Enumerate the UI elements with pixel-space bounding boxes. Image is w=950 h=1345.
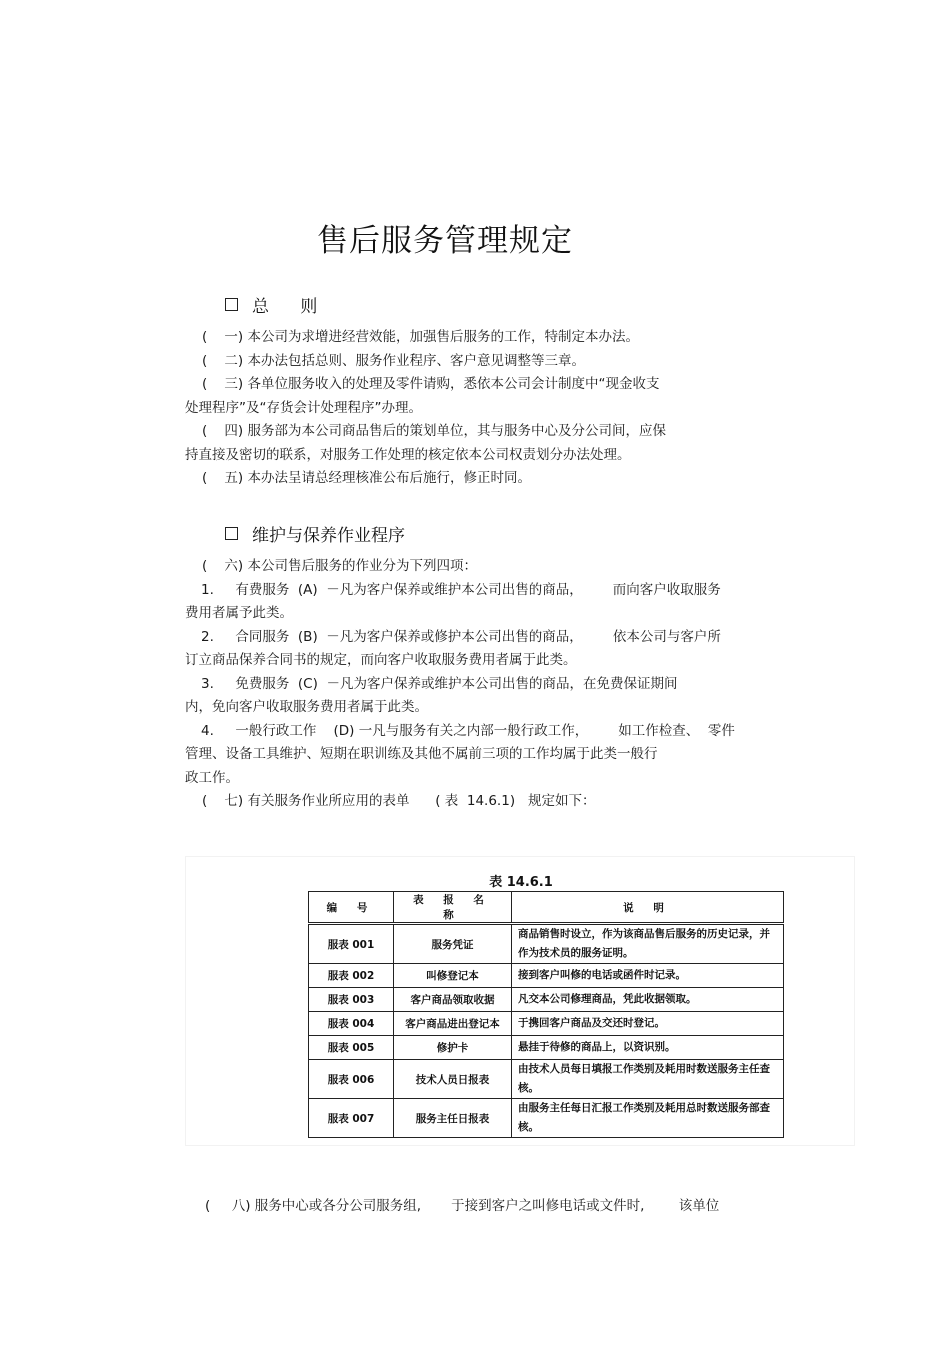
cell-name: 服务主任日报表 — [394, 1099, 512, 1138]
table-caption: 表 14.6.1 — [489, 875, 553, 890]
cell-desc: 悬挂于待修的商品上，以资识别。 — [512, 1036, 784, 1060]
paragraph-line: ( 二) 本办法包括总则、服务作业程序、客户意见调整等三章。 — [202, 352, 585, 369]
header-code: 编 号 — [309, 892, 394, 924]
cell-name: 服务凭证 — [394, 924, 512, 964]
paragraph-line: ( 五) 本办法呈请总经理核准公布后施行，修正时同。 — [202, 470, 531, 486]
table-row — [309, 1036, 784, 1060]
cell-name: 客户商品进出登记本 — [394, 1012, 512, 1036]
cell-name: 技术人员日报表 — [394, 1060, 512, 1099]
paragraph-line: 内，免向客户收取服务费用者属于此类。 — [185, 699, 428, 715]
cell-desc: 接到客户叫修的电话或函件时记录。 — [512, 964, 784, 988]
paragraph-line: 费用者属予此类。 — [185, 605, 293, 621]
table-figure — [185, 856, 855, 1146]
section-general-label: 总 则 — [252, 297, 322, 317]
paragraph-line: ( 七) 有关服务作业所应用的表单 ( 表 14.6.1) 规定如下： — [202, 793, 596, 809]
paragraph-line: 订立商品保养合同书的规定，而向客户收取服务费用者属于此类。 — [185, 652, 577, 668]
cell-code: 服表 002 — [309, 964, 394, 988]
section-general-heading — [225, 292, 321, 317]
cell-name: 客户商品领取收据 — [394, 988, 512, 1012]
cell-code: 服表 005 — [309, 1036, 394, 1060]
cell-code: 服表 006 — [309, 1060, 394, 1099]
checkbox-square-icon — [225, 527, 238, 540]
cell-desc: 由技术人员每日填报工作类别及耗用时数送服务主任查核。 — [512, 1060, 784, 1099]
table-row — [309, 924, 784, 964]
paragraph-line: ( 一) 本公司为求增进经营效能，加强售后服务的工作，特制定本办法。 — [202, 329, 639, 345]
paragraph-line: ( 四) 服务部为本公司商品售后的策划单位，其与服务中心及分公司间，应保 — [202, 423, 666, 439]
paragraph-line: 政工作。 — [185, 769, 239, 786]
checkbox-square-icon — [225, 298, 238, 311]
paragraph-line-eight: ( 八) 服务中心或各分公司服务组, 于接到客户之叫修电话或文件时, 该单位 — [205, 1198, 720, 1214]
table-row — [309, 964, 784, 988]
paragraph-line: 持直接及密切的联系，对服务工作处理的核定依本公司权责划分办法处理。 — [185, 446, 631, 463]
list-item-line: 2. 合同服务 (B) －凡为客户保养或修护本公司出售的商品， 依本公司与客户所 — [201, 628, 721, 645]
section-maintenance-heading — [225, 521, 405, 546]
paragraph-line: 管理、设备工具维护、短期在职训练及其他不属前三项的工作均属于此类一般行 — [185, 746, 658, 762]
cell-desc: 凡交本公司修理商品，凭此收据领取。 — [512, 988, 784, 1012]
section-general-body — [185, 326, 805, 491]
section-maintenance-label: 维护与保养作业程序 — [252, 526, 405, 546]
paragraph-line: 处理程序”及“存货会计处理程序”办理。 — [185, 399, 422, 416]
paragraph-line: ( 三) 各单位服务收入的处理及零件请购，悉依本公司会计制度中“现金收支 — [202, 376, 660, 392]
cell-desc: 商品销售时设立，作为该商品售后服务的历史记录，并作为技术员的服务证明。 — [512, 924, 784, 964]
document-title: 售后服务管理规定 — [317, 223, 573, 259]
header-desc: 说 明 — [512, 892, 784, 924]
cell-name: 修护卡 — [394, 1036, 512, 1060]
cell-desc: 于携回客户商品及交还时登记。 — [512, 1012, 784, 1036]
table-header-row — [309, 892, 784, 924]
cell-desc: 由服务主任每日汇报工作类别及耗用总时数送服务部查核。 — [512, 1099, 784, 1138]
table-row — [309, 1060, 784, 1099]
forms-table — [308, 891, 784, 1138]
table-row — [309, 1012, 784, 1036]
cell-code: 服表 007 — [309, 1099, 394, 1138]
cell-code: 服表 003 — [309, 988, 394, 1012]
list-item-line: 4. 一般行政工作 (D) 一凡与服务有关之内部一般行政工作， 如工作检查、 零件 — [201, 722, 735, 739]
list-item-line: 3. 免费服务 (C) －凡为客户保养或维护本公司出售的商品，在免费保证期间 — [201, 675, 678, 692]
table-row — [309, 988, 784, 1012]
cell-code: 服表 004 — [309, 1012, 394, 1036]
cell-code: 服表 001 — [309, 924, 394, 964]
paragraph-line: ( 六) 本公司售后服务的作业分为下列四项： — [202, 558, 477, 574]
list-item-line: 1. 有费服务 (A) －凡为客户保养或维护本公司出售的商品， 而向客户收取服务 — [201, 581, 721, 598]
cell-name: 叫修登记本 — [394, 964, 512, 988]
header-name: 表 报 名 称 — [394, 892, 512, 924]
section-maintenance-body — [185, 555, 805, 814]
table-row — [309, 1099, 784, 1138]
